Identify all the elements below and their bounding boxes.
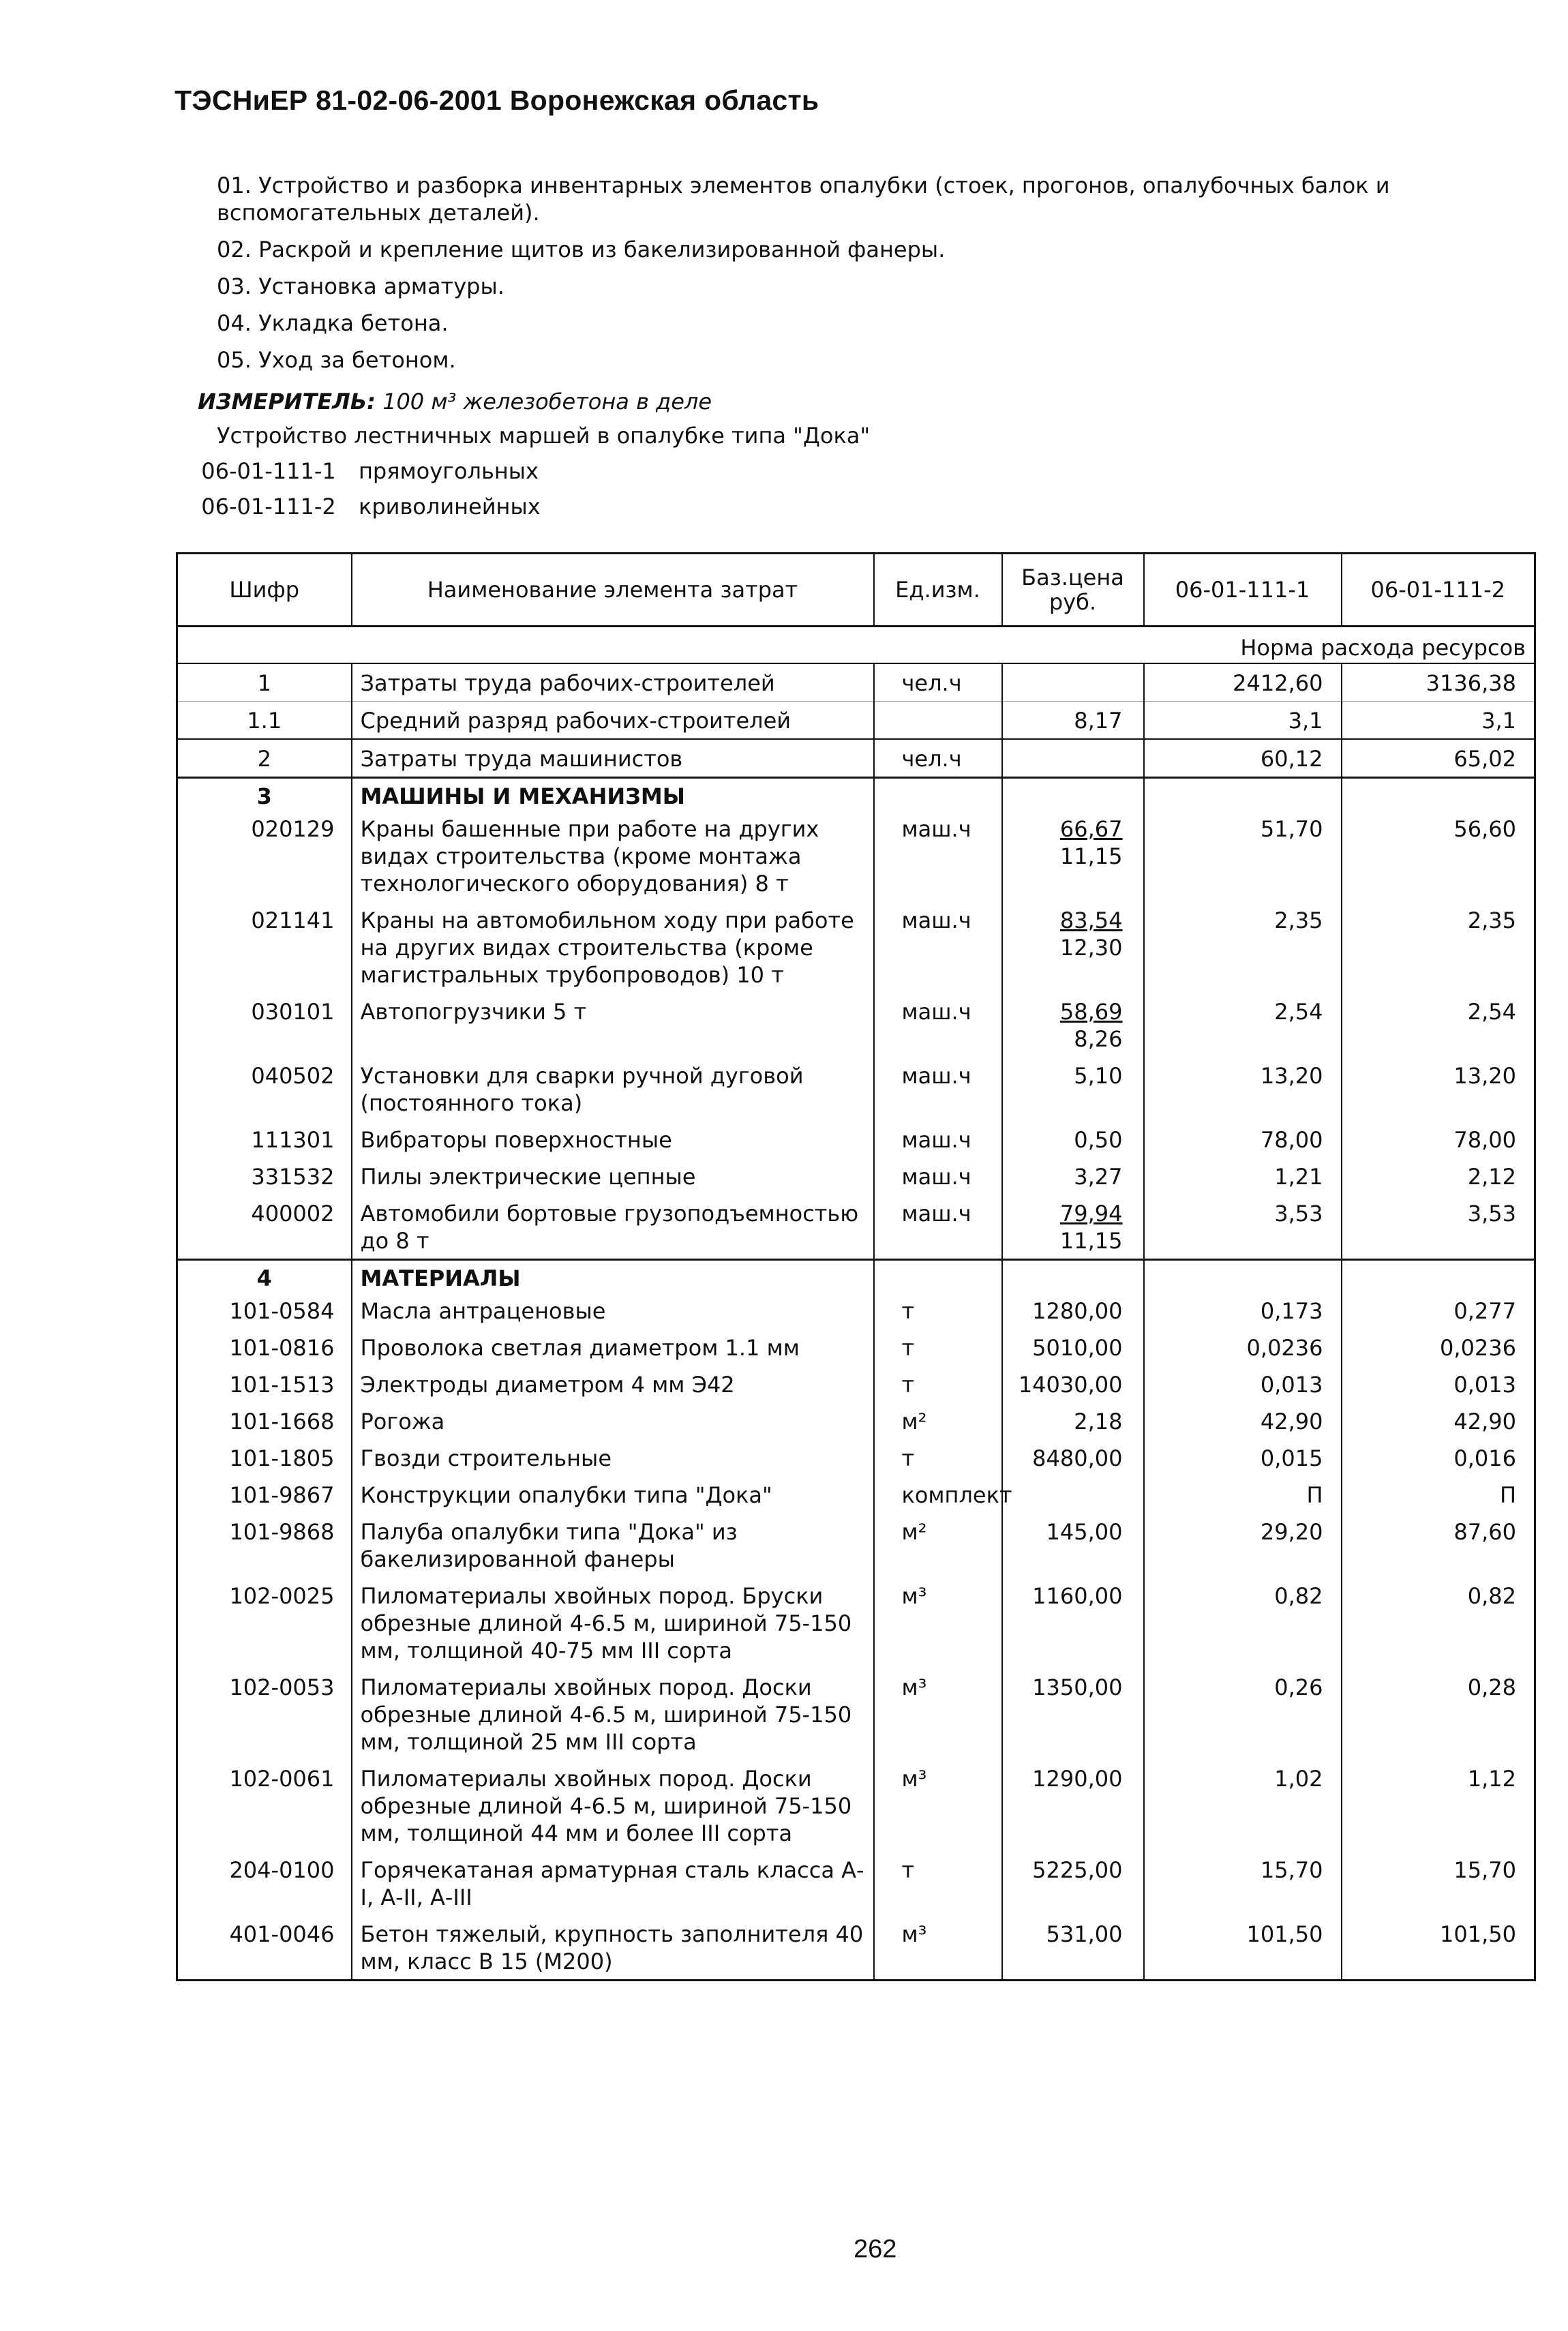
row-code: 1.1 (177, 702, 352, 740)
row-price (1002, 1915, 1144, 1981)
row-price-value: 1280,00 (1032, 1298, 1123, 1324)
row-unit: м² (874, 1402, 1002, 1439)
row-value-variant-2: 15,70 (1342, 1851, 1535, 1915)
header-code: Шифр (177, 554, 352, 627)
row-value-variant-2: 78,00 (1342, 1121, 1535, 1158)
row-price-value: 1290,00 (1032, 1766, 1123, 1792)
row-code: 1 (177, 663, 352, 702)
row-value-variant-2: 3,1 (1342, 702, 1535, 740)
row-name: Пиломатериалы хвойных пород. Бруски обрезные длиной 4-6.5 м, шириной 75-150 мм, толщиной 40-75 мм III сорта (352, 1577, 874, 1668)
row-name: Масла антраценовые (352, 1292, 874, 1329)
row-price (1002, 1851, 1144, 1915)
table-row (177, 1513, 1535, 1577)
row-price (1002, 1476, 1144, 1513)
variant-item (179, 494, 541, 529)
table-row (177, 1292, 1535, 1329)
row-price (1002, 1292, 1144, 1329)
work-item: 05. Уход за бетоном. (217, 347, 456, 373)
row-code: 102-0061 (229, 1766, 335, 1792)
row-value-variant-1: 3,1 (1144, 702, 1342, 740)
row-price (1002, 993, 1144, 1057)
table-row (177, 702, 1535, 740)
row-value-variant-2: 2,54 (1342, 993, 1535, 1057)
row-name: Рогожа (352, 1402, 874, 1439)
table-subtitle: Устройство лестничных маршей в опалубке типа "Дока" (217, 423, 871, 449)
row-unit: комплект (874, 1476, 1002, 1513)
variant-name: криволинейных (359, 494, 541, 520)
header-price: Баз.цена руб. (1002, 554, 1144, 627)
row-name: Краны на автомобильном ходу при работе на других видах строительства (кроме магистральных трубопроводов) 10 т (352, 901, 874, 993)
row-name: Горячекатаная арматурная сталь класса А-I, А-II, А-III (352, 1851, 874, 1915)
section-empty-cell (1342, 778, 1535, 811)
row-value-variant-1: 1,02 (1144, 1760, 1342, 1851)
page-number: 262 (854, 2235, 897, 2264)
row-name: Затраты труда рабочих-строителей (352, 663, 874, 702)
row-unit: т (874, 1329, 1002, 1366)
row-name: Затраты труда машинистов (352, 739, 874, 778)
row-code: 401-0046 (177, 1915, 352, 1981)
row-value-variant-2: 65,02 (1342, 739, 1535, 778)
table-row (177, 901, 1535, 993)
row-price-value: 79,94 (1059, 1201, 1123, 1227)
row-value-variant-1: 42,90 (1144, 1402, 1342, 1439)
table-row (177, 1577, 1535, 1668)
row-unit: м³ (874, 1668, 1002, 1760)
row-value-variant-1: 1,21 (1144, 1158, 1342, 1194)
row-price-value: 14030,00 (1018, 1372, 1123, 1398)
table-row (177, 1915, 1535, 1981)
row-value-variant-2: 0,277 (1342, 1292, 1535, 1329)
table-row (177, 1057, 1535, 1121)
row-value-variant-1: 3,53 (1144, 1194, 1342, 1260)
row-unit: маш.ч (874, 1121, 1002, 1158)
row-price-secondary: 11,15 (1059, 843, 1123, 869)
row-price (1002, 702, 1144, 740)
row-value-variant-2: 0,28 (1342, 1668, 1535, 1760)
row-price-value: 1350,00 (1032, 1674, 1123, 1700)
row-code: 101-0584 (229, 1298, 335, 1324)
row-unit: маш.ч (874, 1158, 1002, 1194)
row-code: 101-1513 (229, 1372, 335, 1398)
row-value-variant-1: 60,12 (1144, 739, 1342, 778)
row-code: 400002 (251, 1201, 335, 1227)
row-code: 102-0053 (229, 1674, 335, 1700)
row-code: 101-9867 (229, 1482, 335, 1508)
table-row (177, 1158, 1535, 1194)
row-value-variant-2: 3136,38 (1342, 663, 1535, 702)
variant-name: прямоугольных (359, 458, 539, 484)
table-row (177, 1668, 1535, 1760)
row-unit: маш.ч (874, 810, 1002, 901)
row-price (1002, 1194, 1144, 1260)
measure-label: ИЗМЕРИТЕЛЬ: (198, 389, 376, 415)
row-value-variant-1: 13,20 (1144, 1057, 1342, 1121)
header-name: Наименование элемента затрат (352, 554, 874, 627)
row-price (1002, 1366, 1144, 1402)
row-unit: т (874, 1851, 1002, 1915)
row-price-value: 8,17 (1074, 708, 1123, 734)
resource-table (176, 552, 1536, 1981)
row-name: Гвозди строительные (352, 1439, 874, 1476)
row-name: Бетон тяжелый, крупность заполнителя 40 мм, класс В 15 (М200) (352, 1915, 874, 1981)
section-code: 4 (177, 1260, 352, 1293)
row-code: 102-0025 (229, 1583, 335, 1609)
row-unit: маш.ч (874, 1194, 1002, 1260)
work-item: 04. Укладка бетона. (217, 310, 449, 336)
row-value-variant-1: 0,015 (1144, 1439, 1342, 1476)
row-value-variant-1: 2,54 (1144, 993, 1342, 1057)
row-code: 111301 (251, 1127, 335, 1153)
row-value-variant-1: 101,50 (1144, 1915, 1342, 1981)
section-empty-cell (1144, 778, 1342, 811)
table-row (177, 1402, 1535, 1439)
row-value-variant-1: 2,35 (1144, 901, 1342, 993)
row-name: Электроды диаметром 4 мм Э42 (352, 1366, 874, 1402)
row-value-variant-1: 78,00 (1144, 1121, 1342, 1158)
variant-code: 06-01-111-1 (201, 458, 336, 484)
work-item: 02. Раскрой и крепление щитов из бакелизированной фанеры. (217, 237, 946, 262)
row-code: 101-9868 (229, 1519, 335, 1545)
row-unit: м³ (874, 1760, 1002, 1851)
document-header: ТЭСНиЕР 81-02-06-2001 Воронежская область (175, 85, 819, 116)
row-unit: м² (874, 1513, 1002, 1577)
variant-code: 06-01-111-2 (201, 494, 336, 520)
row-value-variant-1: 0,173 (1144, 1292, 1342, 1329)
row-name: Средний разряд рабочих-строителей (352, 702, 874, 740)
row-value-variant-1: 51,70 (1144, 810, 1342, 901)
row-name: Краны башенные при работе на других видах строительства (кроме монтажа технологического оборудования) 8 т (352, 810, 874, 901)
row-value-variant-2: 13,20 (1342, 1057, 1535, 1121)
table-row (177, 993, 1535, 1057)
variant-item (179, 458, 541, 494)
section-header-row (177, 1260, 1535, 1293)
row-price-value: 145,00 (1046, 1519, 1123, 1545)
table-row (177, 1760, 1535, 1851)
table-row (177, 1329, 1535, 1366)
row-value-variant-2: 0,016 (1342, 1439, 1535, 1476)
table-row (177, 1121, 1535, 1158)
table-row (177, 1439, 1535, 1476)
header-variant-2: 06-01-111-2 (1342, 554, 1535, 627)
row-value-variant-2: 0,013 (1342, 1366, 1535, 1402)
row-value-variant-2: 2,12 (1342, 1158, 1535, 1194)
row-price (1002, 1439, 1144, 1476)
row-value-variant-2: 0,0236 (1342, 1329, 1535, 1366)
row-price (1002, 810, 1144, 901)
row-unit: маш.ч (874, 1057, 1002, 1121)
section-empty-cell (874, 778, 1002, 811)
section-title: МАТЕРИАЛЫ (352, 1260, 874, 1293)
row-value-variant-2: 101,50 (1342, 1915, 1535, 1981)
table-row (177, 739, 1535, 778)
row-unit: маш.ч (874, 901, 1002, 993)
section-empty-cell (1002, 1260, 1144, 1293)
row-code: 101-0816 (229, 1335, 335, 1361)
row-unit: маш.ч (874, 993, 1002, 1057)
row-value-variant-2: П (1342, 1476, 1535, 1513)
row-price-value: 5,10 (1074, 1063, 1123, 1089)
row-unit: чел.ч (874, 739, 1002, 778)
row-name: Установки для сварки ручной дуговой (постоянного тока) (352, 1057, 874, 1121)
work-composition (217, 172, 1512, 383)
table-body (177, 627, 1535, 1981)
table-header-row (177, 554, 1535, 627)
table-row (177, 1366, 1535, 1402)
row-name: Проволока светлая диаметром 1.1 мм (352, 1329, 874, 1366)
row-value-variant-2: 42,90 (1342, 1402, 1535, 1439)
row-price (1002, 739, 1144, 778)
row-unit (874, 702, 1002, 740)
row-price-value: 1160,00 (1032, 1583, 1123, 1609)
row-price-value: 531,00 (1046, 1921, 1123, 1947)
row-value-variant-1: 0,013 (1144, 1366, 1342, 1402)
row-code: 2 (257, 746, 271, 772)
row-value-variant-2: 1,12 (1342, 1760, 1535, 1851)
table-row (177, 1476, 1535, 1513)
row-price-value: 2,18 (1074, 1409, 1123, 1434)
table-row (177, 663, 1535, 702)
row-name: Пиломатериалы хвойных пород. Доски обрезные длиной 4-6.5 м, шириной 75-150 мм, толщиной 25 мм III сорта (352, 1668, 874, 1760)
table-row (177, 810, 1535, 901)
row-name: Конструкции опалубки типа "Дока" (352, 1476, 874, 1513)
row-code: 020129 (251, 816, 335, 842)
measure-value: 100 м³ железобетона в деле (382, 389, 712, 415)
row-name: Пиломатериалы хвойных пород. Доски обрезные длиной 4-6.5 м, шириной 75-150 мм, толщиной 44 мм и более III сорта (352, 1760, 874, 1851)
row-price (1002, 1760, 1144, 1851)
row-price (1002, 1668, 1144, 1760)
table-row (177, 1194, 1535, 1260)
row-price-value: 66,67 (1059, 816, 1123, 842)
row-code: 021141 (251, 907, 335, 933)
row-value-variant-1: П (1144, 1476, 1342, 1513)
section-empty-cell (1144, 1260, 1342, 1293)
row-price (1002, 1158, 1144, 1194)
row-name: Пилы электрические цепные (352, 1158, 874, 1194)
measure-line (198, 389, 712, 415)
row-price-value: 5010,00 (1032, 1335, 1123, 1361)
row-price-value: 0,50 (1074, 1127, 1123, 1153)
row-price (1002, 1402, 1144, 1439)
row-price-value: 5225,00 (1032, 1857, 1123, 1883)
row-price (1002, 1513, 1144, 1577)
row-price-value: 3,27 (1074, 1164, 1123, 1190)
row-price (1002, 1577, 1144, 1668)
row-code: 101-1805 (229, 1445, 335, 1471)
row-name: Вибраторы поверхностные (352, 1121, 874, 1158)
row-code: 101-1668 (229, 1409, 335, 1434)
work-item: 01. Устройство и разборка инвентарных элементов опалубки (стоек, прогонов, опалубочных балок и вспомогательных деталей). (217, 172, 1390, 226)
row-value-variant-1: 0,82 (1144, 1577, 1342, 1668)
row-value-variant-1: 15,70 (1144, 1851, 1342, 1915)
row-value-variant-1: 0,0236 (1144, 1329, 1342, 1366)
row-value-variant-2: 87,60 (1342, 1513, 1535, 1577)
section-code: 3 (177, 778, 352, 811)
row-unit: т (874, 1366, 1002, 1402)
row-value-variant-1: 29,20 (1144, 1513, 1342, 1577)
row-code: 040502 (251, 1063, 335, 1089)
row-price-value: 83,54 (1059, 907, 1123, 933)
row-code: 204-0100 (229, 1857, 335, 1883)
variant-list (179, 458, 541, 529)
norm-label: Норма расхода ресурсов (177, 627, 1535, 664)
row-price (1002, 1121, 1144, 1158)
row-value-variant-2: 56,60 (1342, 810, 1535, 901)
row-code: 030101 (251, 999, 335, 1025)
row-price (1002, 1057, 1144, 1121)
table-row (177, 1851, 1535, 1915)
section-empty-cell (1342, 1260, 1535, 1293)
row-unit: чел.ч (874, 663, 1002, 702)
row-price-value: 8480,00 (1032, 1445, 1123, 1471)
row-price-secondary: 11,15 (1059, 1228, 1123, 1254)
header-variant-1: 06-01-111-1 (1144, 554, 1342, 627)
row-unit: т (874, 1439, 1002, 1476)
row-value-variant-1: 2412,60 (1144, 663, 1342, 702)
row-price-secondary: 8,26 (1074, 1026, 1123, 1052)
row-unit: м³ (874, 1577, 1002, 1668)
section-empty-cell (1002, 778, 1144, 811)
section-title: МАШИНЫ И МЕХАНИЗМЫ (352, 778, 874, 811)
norm-label-row (177, 627, 1535, 664)
row-code: 331532 (251, 1164, 335, 1190)
row-name: Автомобили бортовые грузоподъемностью до 8 т (352, 1194, 874, 1260)
row-price (1002, 1329, 1144, 1366)
row-price (1002, 901, 1144, 993)
row-unit: т (874, 1292, 1002, 1329)
row-unit: м³ (874, 1915, 1002, 1981)
section-header-row (177, 778, 1535, 811)
row-name: Палуба опалубки типа "Дока" из бакелизированной фанеры (352, 1513, 874, 1577)
section-empty-cell (874, 1260, 1002, 1293)
row-value-variant-1: 0,26 (1144, 1668, 1342, 1760)
row-price (1002, 663, 1144, 702)
row-price-value: 58,69 (1059, 999, 1123, 1025)
header-unit: Ед.изм. (874, 554, 1002, 627)
row-value-variant-2: 0,82 (1342, 1577, 1535, 1668)
row-name: Автопогрузчики 5 т (352, 993, 874, 1057)
row-value-variant-2: 2,35 (1342, 901, 1535, 993)
row-price-secondary: 12,30 (1059, 935, 1123, 961)
row-value-variant-2: 3,53 (1342, 1194, 1535, 1260)
work-item: 03. Установка арматуры. (217, 273, 504, 299)
